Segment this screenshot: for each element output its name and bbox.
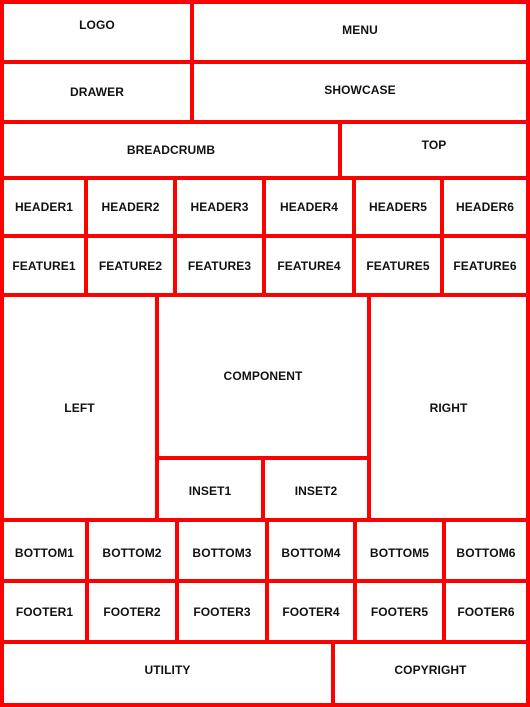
breadcrumb-cell: BREADCRUMB bbox=[4, 124, 338, 176]
header6-cell: HEADER6 bbox=[444, 180, 526, 234]
menu-cell: MENU bbox=[194, 4, 526, 60]
inset1-cell: INSET1 bbox=[159, 460, 261, 518]
bottom1-cell: BOTTOM1 bbox=[4, 522, 85, 579]
bottom6-cell: BOTTOM6 bbox=[446, 522, 526, 579]
inset2-cell: INSET2 bbox=[265, 460, 367, 518]
header1-cell: HEADER1 bbox=[4, 180, 84, 234]
footer4-cell: FOOTER4 bbox=[269, 583, 353, 640]
bottom3-cell: BOTTOM3 bbox=[179, 522, 265, 579]
feature1-cell: FEATURE1 bbox=[4, 238, 84, 293]
footer6-cell: FOOTER6 bbox=[446, 583, 526, 640]
showcase-cell: SHOWCASE bbox=[194, 64, 526, 120]
header3-cell: HEADER3 bbox=[177, 180, 262, 234]
component-cell: COMPONENT bbox=[159, 297, 367, 456]
footer3-cell: FOOTER3 bbox=[179, 583, 265, 640]
bottom5-cell: BOTTOM5 bbox=[357, 522, 442, 579]
header4-cell: HEADER4 bbox=[266, 180, 352, 234]
copyright-cell: COPYRIGHT bbox=[335, 644, 526, 703]
bottom4-cell: BOTTOM4 bbox=[269, 522, 353, 579]
drawer-cell: DRAWER bbox=[4, 64, 190, 120]
header5-cell: HEADER5 bbox=[356, 180, 440, 234]
feature6-cell: FEATURE6 bbox=[444, 238, 526, 293]
right-cell: RIGHT bbox=[371, 297, 526, 518]
utility-cell: UTILITY bbox=[4, 644, 331, 703]
feature4-cell: FEATURE4 bbox=[266, 238, 352, 293]
footer5-cell: FOOTER5 bbox=[357, 583, 442, 640]
logo-cell: LOGO bbox=[4, 4, 190, 60]
feature5-cell: FEATURE5 bbox=[356, 238, 440, 293]
bottom2-cell: BOTTOM2 bbox=[89, 522, 175, 579]
top-cell: TOP bbox=[342, 124, 526, 176]
feature3-cell: FEATURE3 bbox=[177, 238, 262, 293]
footer1-cell: FOOTER1 bbox=[4, 583, 85, 640]
footer2-cell: FOOTER2 bbox=[89, 583, 175, 640]
feature2-cell: FEATURE2 bbox=[88, 238, 173, 293]
left-cell: LEFT bbox=[4, 297, 155, 518]
header2-cell: HEADER2 bbox=[88, 180, 173, 234]
